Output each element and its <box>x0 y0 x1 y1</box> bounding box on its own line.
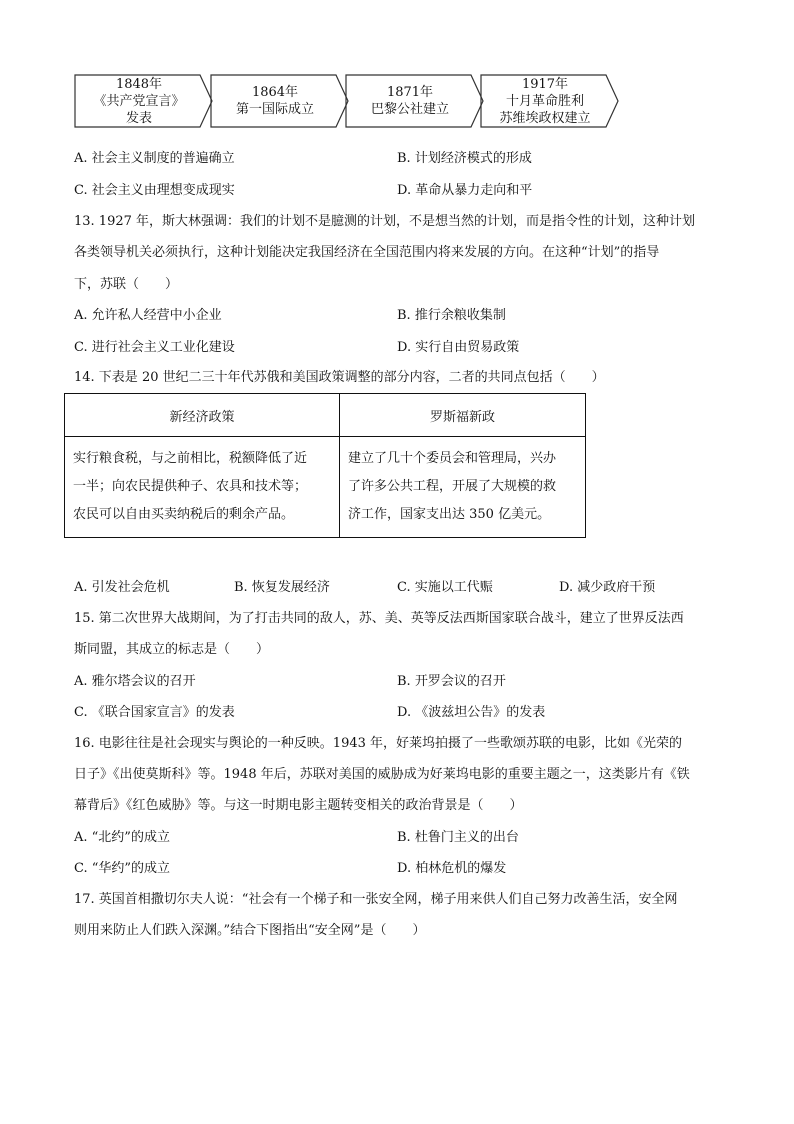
option-d: D. 减少政府干预 <box>559 580 656 595</box>
timeline-event: 巴黎公社建立 <box>370 102 449 117</box>
option-a: A. “北约”的成立 <box>74 830 170 845</box>
option-b: B. 恢复发展经济 <box>234 580 330 595</box>
question-15-line: 斯同盟，其成立的标志是（ ） <box>74 642 270 657</box>
option-a: A. 社会主义制度的普遍确立 <box>74 151 235 166</box>
question-13-line: 下，苏联（ ） <box>74 277 179 292</box>
question-16-line: 日子》《出使莫斯科》等。1948 年后，苏联对美国的威胁成为好莱坞电影的重要主题之一，这类影片有《铁 <box>74 767 690 782</box>
option-a: A. 引发社会危机 <box>74 580 170 595</box>
timeline-event-line2: 发表 <box>125 110 152 126</box>
option-c: C. 《联合国家宣言》的发表 <box>74 705 235 720</box>
option-b: B. 杜鲁门主义的出台 <box>397 830 519 845</box>
timeline-text <box>345 74 475 128</box>
timeline-text <box>210 74 340 128</box>
option-b: B. 计划经济模式的形成 <box>397 151 532 166</box>
option-d: D. 实行自由贸易政策 <box>397 340 520 355</box>
table-cell-line: 建立了几十个委员会和管理局，兴办 <box>348 451 557 466</box>
option-d: D. 《波兹坦公告》的发表 <box>397 705 546 720</box>
timeline-year: 1871年 <box>386 85 434 100</box>
option-a: A. 允许私人经营中小企业 <box>74 308 222 323</box>
question-13-line: 各类领导机关必须执行，这种计划能决定我国经济在全国范围内将来发展的方向。在这种“计划”的指导 <box>74 245 660 260</box>
table-cell-line: 济工作，国家支出达 350 亿美元。 <box>348 507 551 522</box>
timeline-event: 十月革命胜利 <box>505 93 584 109</box>
option-c: C. 实施以工代赈 <box>397 580 493 595</box>
timeline-text <box>480 74 610 128</box>
timeline-box-1864 <box>210 74 350 128</box>
question-13-line: 13. 1927 年，斯大林强调：我们的计划不是臆测的计划，不是想当然的计划，而是指令性的计划，这种计划 <box>74 214 696 229</box>
policy-comparison-table <box>64 393 586 538</box>
timeline-box-1871 <box>345 74 485 128</box>
timeline-event: 第一国际成立 <box>235 102 314 117</box>
question-16-line: 16. 电影往往是社会现实与舆论的一种反映。1943 年，好莱坞拍摄了一些歌颂苏联的电影，比如《光荣的 <box>74 736 683 751</box>
table-cell-nep <box>65 437 340 538</box>
option-c: C. “华约”的成立 <box>74 861 171 876</box>
timeline-text <box>74 74 204 128</box>
table-cell-line: 实行粮食税，与之前相比，税额降低了近 <box>73 451 308 466</box>
question-15-line: 15. 第二次世界大战期间，为了打击共同的敌人，苏、美、英等反法西斯国家联合战斗，建立了世界反法西 <box>74 611 684 626</box>
option-d: D. 革命从暴力走向和平 <box>397 183 533 198</box>
option-c: C. 社会主义由理想变成现实 <box>74 183 235 198</box>
timeline-box-1917 <box>480 74 620 128</box>
option-d: D. 柏林危机的爆发 <box>397 861 507 876</box>
question-17-line: 17. 英国首相撒切尔夫人说：“社会有一个梯子和一张安全网，梯子用来供人们自己努力改善生活，安全网 <box>74 892 678 907</box>
table-cell-line: 农民可以自由买卖纳税后的剩余产品。 <box>73 507 295 522</box>
table-cell-line: 了许多公共工程，开展了大规模的救 <box>348 479 557 494</box>
option-b: B. 推行余粮收集制 <box>397 308 506 323</box>
question-16-line: 幕背后》《红色威胁》等。与这一时期电影主题转变相关的政治背景是（ ） <box>74 798 523 813</box>
timeline-event-line2: 苏维埃政权建立 <box>499 110 591 126</box>
table-cell-new-deal <box>340 437 586 538</box>
timeline-year: 1848年 <box>115 76 163 92</box>
question-14-stem: 14. 下表是 20 世纪二三十年代苏俄和美国政策调整的部分内容，二者的共同点包括（ ） <box>74 370 605 385</box>
timeline-event: 《共产党宣言》 <box>93 93 185 109</box>
timeline-year: 1917年 <box>521 76 569 92</box>
option-a: A. 雅尔塔会议的召开 <box>74 674 196 689</box>
option-b: B. 开罗会议的召开 <box>397 674 506 689</box>
table-cell-line: 一半；向农民提供种子、农具和技术等； <box>73 479 308 494</box>
timeline-box-1848 <box>74 74 214 128</box>
table-header-nep: 新经济政策 <box>65 394 340 437</box>
timeline-year: 1864年 <box>251 85 299 100</box>
question-17-line: 则用来防止人们跌入深渊。”结合下图指出“安全网”是（ ） <box>74 923 426 938</box>
table-header-new-deal: 罗斯福新政 <box>340 394 586 437</box>
option-c: C. 进行社会主义工业化建设 <box>74 340 235 355</box>
